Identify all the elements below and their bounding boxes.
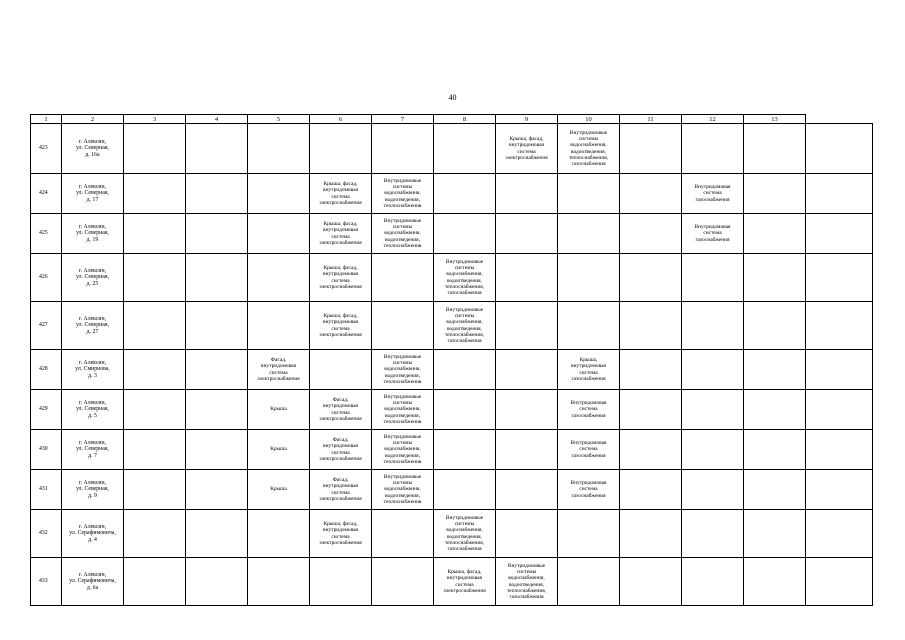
table-cell: Крыша, фасад, внутридомовая система электроснабжения [310,510,372,558]
table-cell: Внутридомовые системы водоснабжения, водоотведения, теплоснабжения [372,470,434,510]
table-cell [558,302,620,350]
table-cell: Крыша [248,390,310,430]
table-cell [186,558,248,606]
table-cell [248,214,310,254]
table-cell: Внутридомовая система газоснабжения [558,390,620,430]
row-number: 423 [31,124,62,174]
table-cell [372,510,434,558]
table-cell [496,214,558,254]
table-cell [744,430,806,470]
table-cell [620,214,682,254]
address-cell: г. Алексин, ул. Северная, д. 5 [62,390,124,430]
address-cell: г. Алексин, ул. Северная, д. 7 [62,430,124,470]
table-cell [682,430,744,470]
column-header: 8 [434,115,496,124]
table-cell [186,124,248,174]
address-cell: г. Алексин, ул. Северная, д. 19 [62,214,124,254]
table-cell: Внутридомовые системы водоснабжения, водоотведения, теплоснабжения [372,430,434,470]
table-cell [124,350,186,390]
row-number: 424 [31,174,62,214]
page-number: 40 [448,93,457,102]
table-cell [744,350,806,390]
table-cell [248,510,310,558]
table-cell [744,510,806,558]
table-cell [682,350,744,390]
table-cell: Внутридомовые системы водоснабжения, водоотведения, теплоснабжения [372,390,434,430]
address-cell: г. Алексин, ул. Северная, д. 16а [62,124,124,174]
table-cell: Внутридомовая система газоснабжения [682,174,744,214]
table-cell [682,470,744,510]
table-cell [744,390,806,430]
table-cell [372,254,434,302]
table-cell [558,174,620,214]
table-cell [620,302,682,350]
table-cell [186,470,248,510]
column-header: 4 [186,115,248,124]
table-row [31,302,873,350]
table-cell [558,254,620,302]
table-cell [682,558,744,606]
table-cell [434,390,496,430]
table-cell [806,302,873,350]
column-header: 3 [124,115,186,124]
table-cell [744,174,806,214]
table-cell: Крыша [248,470,310,510]
table-cell [682,254,744,302]
table-row [31,124,873,174]
column-header: 13 [744,115,806,124]
table-cell [496,390,558,430]
table-cell: Фасад, внутридомовая система электроснабжения [310,470,372,510]
table-row [31,558,873,606]
table-cell [682,510,744,558]
row-number: 433 [31,558,62,606]
table-cell [620,470,682,510]
table-row [31,174,873,214]
table-cell: Внутридомовая система газоснабжения [682,214,744,254]
column-header: 6 [310,115,372,124]
table-cell [124,558,186,606]
header-row [31,115,873,124]
table-cell [558,558,620,606]
table-cell: Внутридомовые системы водоснабжения, водоотведения, теплоснабжения [372,174,434,214]
row-number: 429 [31,390,62,430]
row-number: 430 [31,430,62,470]
table-cell [806,558,873,606]
table-cell [186,174,248,214]
table-row [31,390,873,430]
table-cell [434,174,496,214]
table-cell [620,254,682,302]
column-header: 5 [248,115,310,124]
table-row [31,470,873,510]
table-cell: Крыша, внутридомовая система газоснабжения [558,350,620,390]
row-number: 426 [31,254,62,302]
column-header: 7 [372,115,434,124]
table-cell [806,214,873,254]
table-row [31,430,873,470]
table-cell [806,254,873,302]
column-header: 10 [558,115,620,124]
column-header: 12 [682,115,744,124]
table-cell [620,558,682,606]
table-cell [496,350,558,390]
table-row [31,214,873,254]
table-cell [496,302,558,350]
capital-repair-table [30,114,873,606]
table-cell [744,254,806,302]
table-cell [744,558,806,606]
address-cell: г. Алексин, ул. Смирнова, д. 3 [62,350,124,390]
column-header: 1 [31,115,62,124]
table-cell [806,124,873,174]
table-cell [620,350,682,390]
table-cell [124,470,186,510]
table-row [31,510,873,558]
table-cell [806,430,873,470]
table-cell [558,214,620,254]
table-cell [744,214,806,254]
table-cell: Фасад, внутридомовая система электроснабжения [248,350,310,390]
table-cell: Внутридомовые системы водоснабжения, водоотведения, теплоснабжения, газоснабжения [434,302,496,350]
table-cell [186,510,248,558]
row-number: 428 [31,350,62,390]
table-cell [620,390,682,430]
table-cell [372,302,434,350]
address-cell: г. Алексин, ул. Северная, д. 17 [62,174,124,214]
table-cell [186,302,248,350]
table-cell [496,510,558,558]
table-cell [310,124,372,174]
table-cell: Внутридомовые системы водоснабжения, водоотведения, теплоснабжения [372,214,434,254]
table-cell [434,214,496,254]
table-cell [372,558,434,606]
table-cell [434,350,496,390]
table-cell [806,510,873,558]
table-cell: Крыша, фасад, внутридомовая система электроснабжения [310,174,372,214]
table-cell: Внутридомовые системы водоснабжения, водоотведения, теплоснабжения [372,350,434,390]
table-cell [434,430,496,470]
table-cell [496,174,558,214]
column-header: 9 [496,115,558,124]
table-cell [620,174,682,214]
table-cell [434,470,496,510]
row-number: 432 [31,510,62,558]
column-header: 11 [620,115,682,124]
table-cell [806,350,873,390]
table-cell: Крыша, фасад, внутридомовая система электроснабжения [310,254,372,302]
table-cell: Внутридомовые системы водоснабжения, водоотведения, теплоснабжения, газоснабжения [558,124,620,174]
address-cell: г. Алексин, ул. Серафимовича, д. 6а [62,558,124,606]
table-cell [372,124,434,174]
table-cell [186,254,248,302]
address-cell: г. Алексин, ул. Северная, д. 9 [62,470,124,510]
table-cell [682,390,744,430]
table-cell [186,350,248,390]
table-cell: Крыша, фасад, внутридомовая система электроснабжения [434,558,496,606]
table-cell: Фасад, внутридомовая система электроснабжения [310,390,372,430]
table-cell: Внутридомовая система газоснабжения [558,470,620,510]
row-number: 425 [31,214,62,254]
address-cell: г. Алексин, ул. Северная, д. 25 [62,254,124,302]
table-cell [496,254,558,302]
table-cell [806,390,873,430]
table-cell [186,214,248,254]
table-cell [124,430,186,470]
table-cell [620,430,682,470]
table-cell [806,470,873,510]
table-cell [124,510,186,558]
table-cell [124,174,186,214]
table-cell [558,510,620,558]
table-cell [496,430,558,470]
column-header: 2 [62,115,124,124]
table-cell: Внутридомовые системы водоснабжения, водоотведения, теплоснабжения, газоснабжения [434,510,496,558]
table-cell: Крыша, фасад, внутридомовая система электроснабжения [496,124,558,174]
address-cell: г. Алексин, ул. Серафимовича, д. 4 [62,510,124,558]
address-cell: г. Алексин, ул. Северная, д. 27 [62,302,124,350]
table-cell [806,174,873,214]
table-cell: Внутридомовые системы водоснабжения, водоотведения, теплоснабжения, газоснабжения [496,558,558,606]
table-cell [248,124,310,174]
table-cell [124,124,186,174]
table-cell: Крыша [248,430,310,470]
table-cell [124,254,186,302]
table-cell [186,390,248,430]
table-row [31,350,873,390]
table-cell: Внутридомовая система газоснабжения [558,430,620,470]
table-cell: Фасад, внутридомовая система электроснабжения [310,430,372,470]
table-cell [620,510,682,558]
table-cell [248,254,310,302]
table-row [31,254,873,302]
table-cell [248,558,310,606]
table-cell [744,124,806,174]
table-cell [682,124,744,174]
table-cell: Внутридомовые системы водоснабжения, водоотведения, теплоснабжения, газоснабжения [434,254,496,302]
row-number: 427 [31,302,62,350]
table-cell [744,302,806,350]
table-cell [248,174,310,214]
table-cell [496,470,558,510]
table-cell [186,430,248,470]
table-cell [744,470,806,510]
table-cell [124,390,186,430]
table-cell [124,214,186,254]
table-cell [620,124,682,174]
table-cell [248,302,310,350]
table-cell [124,302,186,350]
table-cell [434,124,496,174]
table-cell: Крыша, фасад, внутридомовая система электроснабжения [310,302,372,350]
table-cell [310,350,372,390]
row-number: 431 [31,470,62,510]
table-cell [310,558,372,606]
table-cell: Крыша, фасад, внутридомовая система электроснабжения [310,214,372,254]
table-cell [682,302,744,350]
